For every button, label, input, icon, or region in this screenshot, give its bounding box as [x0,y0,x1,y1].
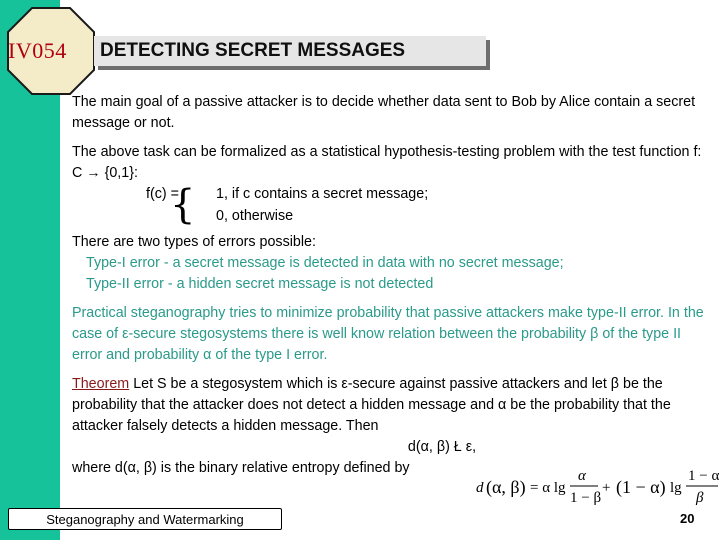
svg-text:β: β [696,490,704,506]
function-label: f(c) = [146,186,179,202]
where-text: where d(α, β) is the binary relative entropy defined by [72,460,410,476]
svg-text:d: d [476,480,484,496]
svg-text:+: + [602,480,611,496]
theorem-text: Let S be a stegosystem which is ε-secure against passive attackers and let β be the probability that the attacker does not detect a hidden message and α be the probability that the attacker falsely detects a hidden message. Then [72,376,671,434]
theorem-paragraph [72,374,704,437]
svg-text:1 − α: 1 − α [688,468,720,484]
theorem-link[interactable]: Theorem [72,376,130,392]
practical-paragraph: Practical steganography tries to minimize probability that passive attackers make type-II error. In the case of ε-secure stegosystems there is well know relation between the probability β of the type II error and probability α of the type I error. [72,305,704,363]
type-2-error: Type-II error - a hidden secret message is not detected [86,276,434,292]
function-case-2: 0, otherwise [216,208,294,224]
svg-text:α: α [578,468,586,484]
entropy-formula [470,462,720,512]
svg-text:lg: lg [670,480,682,496]
svg-text:1 − β: 1 − β [570,490,602,506]
function-definition [72,184,704,232]
function-case-1: 1, if c contains a secret message; [216,186,429,202]
type-1-error: Type-I error - a secret message is detected in data with no secret message; [86,255,564,271]
page-number: 20 [680,511,695,526]
inequality: d(α, β) Ł ε, [407,439,477,455]
slide-content [72,92,704,479]
footer-label: Steganography and Watermarking [8,508,282,530]
errors-intro: There are two types of errors possible: [72,234,316,250]
svg-text:(1 − α): (1 − α) [616,477,666,497]
svg-text:= α lg: = α lg [530,480,566,496]
slide-title: DETECTING SECRET MESSAGES [100,40,406,61]
intro-paragraph: The main goal of a passive attacker is to decide whether data sent to Bob by Alice contain a secret message or not. [72,94,696,131]
course-code: IV054 [8,38,67,63]
brace-icon: { [170,182,196,228]
formalization-paragraph: The above task can be formalized as a statistical hypothesis-testing problem with the test function f: C → {0,1}: [72,144,702,181]
svg-text:(α, β): (α, β) [486,477,526,497]
